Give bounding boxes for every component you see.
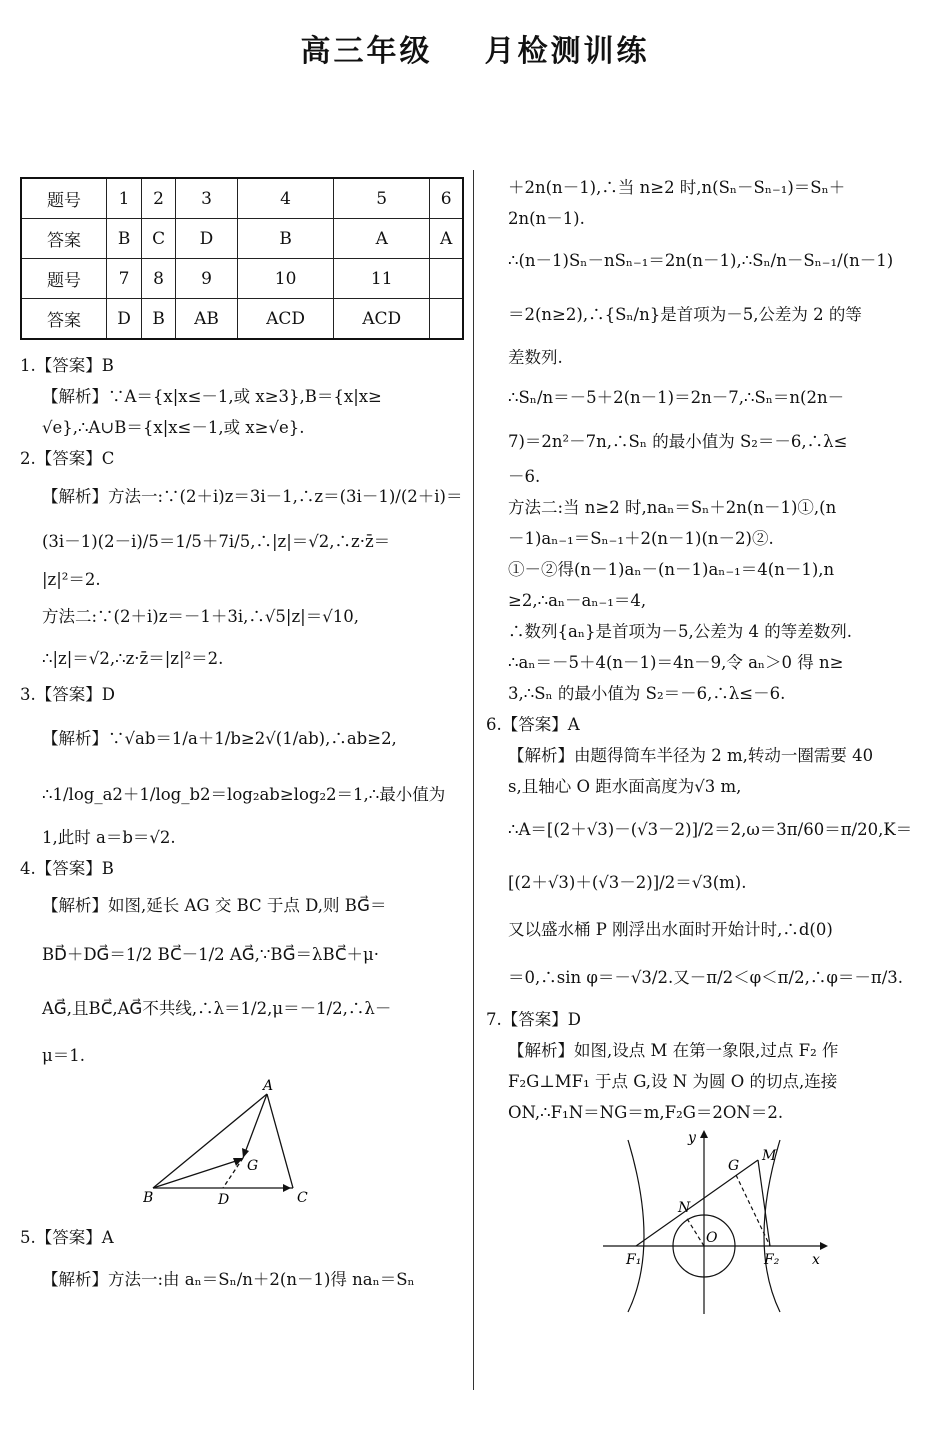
label-d: D <box>217 1192 229 1208</box>
table-cell <box>430 299 463 340</box>
table-row <box>21 219 463 259</box>
table-row <box>21 299 463 340</box>
label-g: G <box>246 1158 258 1174</box>
q4-solution-line: BD⃗＋DG⃗＝1/2 BC⃗－1/2 AG⃗,∵BG⃗＝λBC⃗＋μ· <box>42 945 379 964</box>
q5-solution-line: ①－②得(n－1)aₙ－(n－1)aₙ₋₁＝4(n－1),n <box>508 560 835 579</box>
q3-solution-line: 1,此时 a＝b＝√2. <box>42 828 176 847</box>
table-cell: 11 <box>334 259 430 299</box>
q3-solution-line: 【解析】∵√ab＝1/a＋1/b≥2√(1/ab),∴ab≥2, <box>42 729 397 748</box>
title-exam: 月检测训练 <box>484 34 650 69</box>
title-grade: 高三年级 <box>300 34 433 69</box>
label-f1: F₁ <box>626 1252 642 1268</box>
arrow-bc <box>283 1184 291 1192</box>
table-cell: D <box>175 219 237 259</box>
label-y: y <box>688 1130 696 1146</box>
q7-solution-line: ON,∴F₁N＝NG＝m,F₂G＝2ON＝2. <box>508 1103 784 1122</box>
q1-answer-heading: 1.【答案】B <box>20 356 114 375</box>
q6-answer-heading: 6.【答案】A <box>486 715 580 734</box>
answer-table <box>20 177 464 340</box>
table-cell: C <box>142 219 176 259</box>
q5-solution-line: 【解析】方法一:由 aₙ＝Sₙ/n＋2(n－1)得 naₙ＝Sₙ <box>42 1270 415 1289</box>
table-cell: 9 <box>175 259 237 299</box>
q5-solution-line: ∴Sₙ/n＝－5＋2(n－1)＝2n－7,∴Sₙ＝n(2n－ <box>508 388 845 407</box>
table-cell: 答案 <box>21 299 106 340</box>
q5-solution-line: 差数列. <box>508 348 563 367</box>
q5-solution-line: ∴数列{aₙ}是首项为－5,公差为 4 的等差数列. <box>508 622 852 641</box>
q1-solution-line: √e},∴A∪B＝{x|x≤－1,或 x≥√e}. <box>42 418 305 437</box>
table-cell: D <box>106 299 141 340</box>
q2-solution-line: |z|²＝2. <box>42 570 101 589</box>
y-arrow <box>700 1130 708 1138</box>
q5-answer-heading: 5.【答案】A <box>20 1228 114 1247</box>
table-cell: 3 <box>175 178 237 219</box>
left-column <box>20 350 465 1307</box>
q2-solution-line: 【解析】方法一:∵(2＋i)z＝3i－1,∴z＝(3i－1)/(2＋i)＝ <box>42 487 463 506</box>
q2-answer-heading: 2.【答案】C <box>20 449 115 468</box>
column-divider <box>473 170 474 1390</box>
q3-solution-line: ∴1/log_a2＋1/log_b2＝log₂ab≥log₂2＝1,∴最小值为 <box>42 785 446 804</box>
table-cell: 1 <box>106 178 141 219</box>
q1-solution-line: 【解析】∵A＝{x|x≤－1,或 x≥3},B＝{x|x≥ <box>42 387 382 406</box>
table-cell: 题号 <box>21 259 106 299</box>
q5-solution-line: ＝2(n≥2),∴{Sₙ/n}是首项为－5,公差为 2 的等 <box>508 305 862 324</box>
segment-on <box>686 1217 704 1246</box>
q2-solution-line: (3i－1)(2－i)/5＝1/5＋7i/5,∴|z|＝√2,∴z·z̄＝ <box>42 532 391 551</box>
label-x: x <box>812 1252 820 1268</box>
table-cell: 5 <box>334 178 430 219</box>
q5-solution-line: ∴(n－1)Sₙ－nSₙ₋₁＝2n(n－1),∴Sₙ/n－Sₙ₋₁/(n－1) <box>508 251 894 270</box>
table-cell: B <box>106 219 141 259</box>
q5-solution-line: －1)aₙ₋₁＝Sₙ₋₁＋2(n－1)(n－2)②. <box>508 529 774 548</box>
label-n: N <box>678 1200 691 1216</box>
table-cell: 8 <box>142 259 176 299</box>
table-cell: 7 <box>106 259 141 299</box>
edge-ac <box>267 1094 293 1188</box>
q4-solution-line: μ＝1. <box>42 1046 85 1065</box>
label-c: C <box>296 1190 308 1206</box>
q4-solution-line: AG⃗,且BC⃗,AG⃗不共线,∴λ＝1/2,μ＝－1/2,∴λ－ <box>42 999 392 1018</box>
q5-solution-line: ≥2,∴aₙ－aₙ₋₁＝4, <box>508 591 647 610</box>
table-cell: ACD <box>238 299 334 340</box>
label-a: A <box>262 1078 273 1094</box>
q7-solution-line: 【解析】如图,设点 M 在第一象限,过点 F₂ 作 <box>508 1041 839 1060</box>
table-cell: 10 <box>238 259 334 299</box>
table-cell: 2 <box>142 178 176 219</box>
q6-solution-line: ∴A＝[(2＋√3)－(√3－2)]/2＝2,ω＝3π/60＝π/20,K＝ <box>508 820 913 839</box>
table-row <box>21 178 463 219</box>
right-column <box>486 172 928 1318</box>
table-cell: B <box>142 299 176 340</box>
page-title <box>0 26 950 70</box>
table-cell: AB <box>175 299 237 340</box>
q5-solution-line: 7)＝2n²－7n,∴Sₙ 的最小值为 S₂＝－6,∴λ≤ <box>508 432 848 451</box>
x-arrow <box>820 1242 828 1250</box>
hyperbola-figure <box>598 1128 838 1318</box>
q3-answer-heading: 3.【答案】D <box>20 685 115 704</box>
label-o: O <box>706 1230 718 1246</box>
q7-answer-heading: 7.【答案】D <box>486 1010 581 1029</box>
table-cell: A <box>430 219 463 259</box>
q5-solution-line: ＋2n(n－1),∴当 n≥2 时,n(Sₙ－Sₙ₋₁)＝Sₙ＋ <box>508 178 846 197</box>
table-cell: 答案 <box>21 219 106 259</box>
q5-solution-line: 方法二:当 n≥2 时,naₙ＝Sₙ＋2n(n－1)①,(n <box>508 498 837 517</box>
q5-solution-line: ∴aₙ＝－5＋4(n－1)＝4n－9,令 aₙ＞0 得 n≥ <box>508 653 844 672</box>
table-cell: ACD <box>334 299 430 340</box>
line-f1m <box>636 1160 758 1246</box>
table-cell: 4 <box>238 178 334 219</box>
hyperbola-left-branch <box>628 1140 644 1312</box>
label-g: G <box>728 1158 740 1174</box>
label-f2: F₂ <box>764 1252 780 1268</box>
q6-solution-line: ＝0,∴sin φ＝－√3/2.又－π/2＜φ＜π/2,∴φ＝－π/3. <box>508 968 904 987</box>
q5-solution-line: 2n(n－1). <box>508 209 585 228</box>
q5-solution-line: －6. <box>508 467 541 486</box>
q4-answer-heading: 4.【答案】B <box>20 859 114 878</box>
triangle-figure <box>143 1076 343 1216</box>
label-b: B <box>142 1190 153 1206</box>
table-cell: 题号 <box>21 178 106 219</box>
q2-solution-line: 方法二:∵(2＋i)z＝－1＋3i,∴√5|z|＝√10, <box>42 607 359 626</box>
table-cell: A <box>334 219 430 259</box>
q2-solution-line: ∴|z|＝√2,∴z·z̄＝|z|²＝2. <box>42 649 224 668</box>
table-cell: 6 <box>430 178 463 219</box>
table-row <box>21 259 463 299</box>
q6-solution-line: [(2＋√3)＋(√3－2)]/2＝√3(m). <box>508 873 747 892</box>
arrow-ag <box>242 1148 249 1158</box>
label-m: M <box>762 1148 777 1164</box>
q6-solution-line: 【解析】由题得筒车半径为 2 m,转动一圈需要 40 <box>508 746 874 765</box>
q5-solution-line: 3,∴Sₙ 的最小值为 S₂＝－6,∴λ≤－6. <box>508 684 786 703</box>
q4-solution-line: 【解析】如图,延长 AG 交 BC 于点 D,则 BG⃗＝ <box>42 896 387 915</box>
q6-solution-line: s,且轴心 O 距水面高度为√3 m, <box>508 777 742 796</box>
table-cell: B <box>238 219 334 259</box>
table-cell <box>430 259 463 299</box>
q6-solution-line: 又以盛水桶 P 刚浮出水面时开始计时,∴d(0) <box>508 920 833 939</box>
q7-solution-line: F₂G⊥MF₁ 于点 G,设 N 为圆 O 的切点,连接 <box>508 1072 838 1091</box>
hyperbola-right-branch <box>764 1140 780 1312</box>
